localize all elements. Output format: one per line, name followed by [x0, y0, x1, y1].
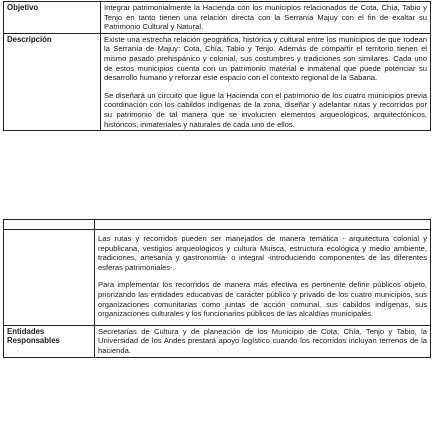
entidades-text-cell	[95, 325, 431, 357]
table-row	[4, 220, 431, 230]
descripcion-paragraph: Las rutas y recorridos pueden ser manejados de manera temática - arquitectura colonial y republicana, vestigios arqueológicos y cultura Muisca, estructura ecológica y medio ambiente, tradiciones, artesanía y gastronomía- o integral -introduciendo componentes de las diferentes esferas patrimoniales-.	[98, 234, 427, 272]
descripcion-paragraph: Se diseñará un circuito que ligue la Hacienda con el patrimonio de los cuatro municipios previa coordinación con los cabildos indígenas de la zona, diseñar y adelantar rutas y recorridos por su patrimonio de tal manera que se involucren elementos arqueológicos, arquitectónicos, históricos, inmateriales y naturales de cada uno de ellos.	[104, 90, 427, 129]
objetivo-text-cell	[101, 2, 431, 34]
project-table-bottom	[3, 219, 431, 358]
objetivo-label: Objetivo	[4, 2, 101, 34]
objetivo-text: Integrar patrimonialmente la Hacienda con los municipios relacionados de Cota, Chía, Tabio y Tenjo en tanto tienen una relación directa con la Serranía Majuy con el fin de exaltar su Patrimonio Cultural y Natural.	[104, 3, 427, 32]
descripcion-paragraph: Existe una estrecha relación geográfica, histórica y cultural entre los municipios de que rodean la Serranía de Majuy: Cota, Chía, Tabio y Tenjo. Además de compartir el territorio tienen el mismo pasado prehispánico y colonial, sus costumbres y tradiciones son similares. Cada uno de estos municipios cuenta con un patrimonio material e inmaterial que puede potenciar su desarrollo humano y reforzar este espacio con el contexto regional de la Sabana.	[104, 34, 427, 83]
descripcion-label: Descripción	[4, 33, 101, 130]
table-row	[4, 325, 431, 357]
descripcion-paragraph: Para implementar los recorridos de manera más efectiva es pertinente definir públicos objeto, priorizando las entidades educativas de carácter público y privado de los cuatro municipios, sus organizaciones comunitarias como juntas de acción comunal, sus cabildos indígenas, sus organizaciones culturales y los funcionarios públicos de las alcaldías municipales.	[98, 280, 427, 319]
empty-label-cell	[4, 230, 95, 326]
table-row	[4, 2, 431, 34]
entidades-label: Entidades Responsables	[4, 325, 95, 357]
descripcion-text-cell	[101, 33, 431, 130]
empty-label-cell	[4, 220, 95, 230]
table-row	[4, 33, 431, 130]
descripcion-continuation-cell	[95, 230, 431, 326]
table-row	[4, 230, 431, 326]
entidades-text: Secretarías de Cultura y de planeación de los Municipio de Cota, Chía, Tenjo y Tabio, la Universidad de los Andes prestará apoyo logístico cuando los recorridos incluyan terrenos de la hacienda.	[98, 326, 427, 355]
empty-content-cell	[95, 220, 431, 230]
project-table-top	[3, 1, 431, 131]
